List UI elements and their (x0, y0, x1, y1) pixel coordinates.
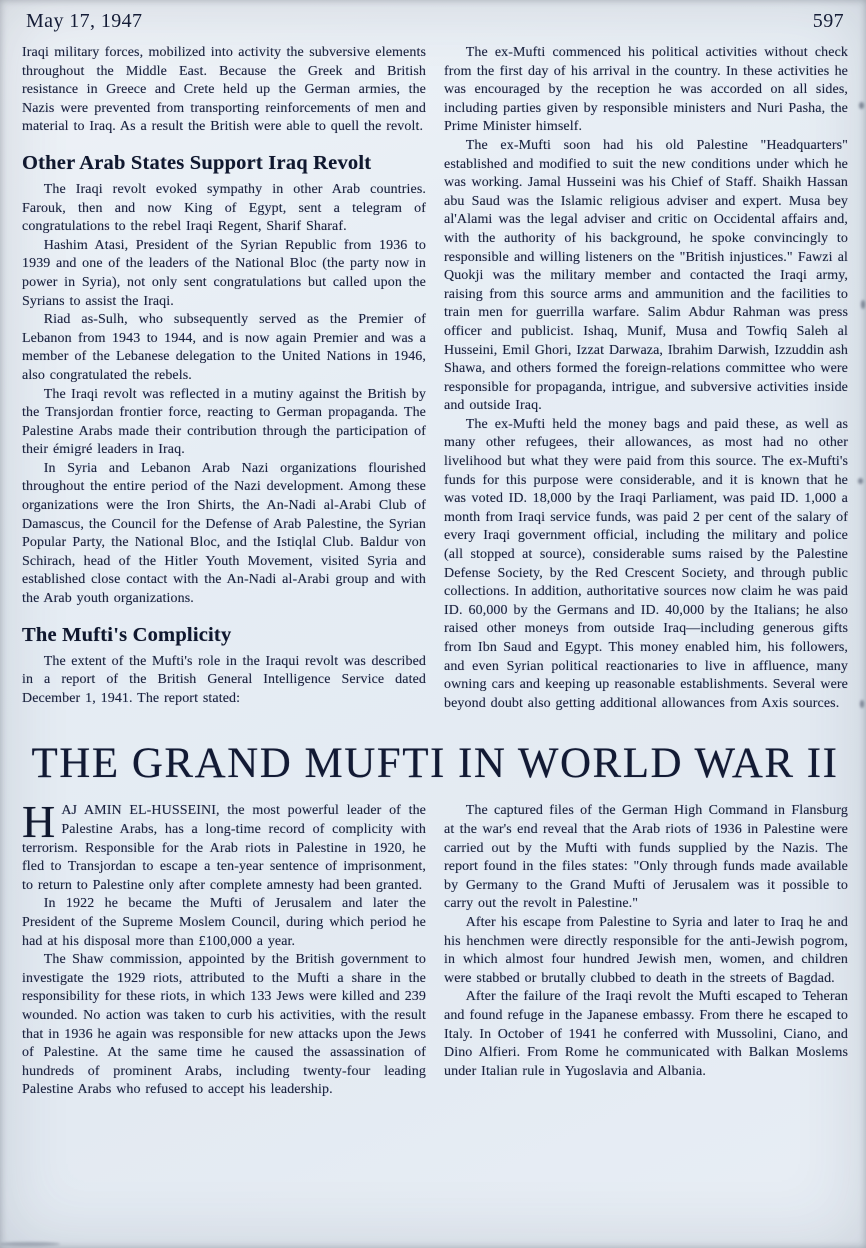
section-heading-arab-states: Other Arab States Support Iraq Revolt (22, 151, 372, 174)
paragraph: The ex-Mufti held the money bags and paid these, as well as many other refugees, their allowances, as most had no other livelihood but what they were paid from this source. The ex-Mufti's funds for this purpose were considerable, and it is known that he was voted ID. 18,000 by the Iraqi Parliament, was paid ID. 1,000 a month from Iraqi service funds, was paid 2 per cent of the salary of every Iraqi government official, including the military and police (all stopped at source), considerable sums raised by the Palestine Defense Society, by the Red Crescent Society, and through public collections. In addition, authoritative sources now claim he was paid ID. 60,000 by the Germans and ID. 40,000 by the Italians; he also raised other moneys from outside Iraq—including generous gifts from Ibn Saud and Egypt. This money enabled him, his followers, and even Syrian political reactionaries to live in affluence, many owning cars and keeping up reasonable establishments. Several were beyond doubt also getting additional allowances from Axis sources. (444, 416, 848, 711)
article2-right-column (444, 802, 848, 1100)
paragraph: The extent of the Mufti's role in the Iraqui revolt was described in a report of the British General Intelligence Service dated December 1, 1941. The report stated: (22, 653, 426, 706)
article-grand-mufti (22, 796, 848, 1100)
scan-artifact (860, 700, 864, 708)
paragraph: Riad as-Sulh, who subsequently served as the Premier of Lebanon from 1943 to 1944, and is now again Premier and was a member of the Lebanese delegation to the United Nations in 1946, also congratulated the rebels. (22, 312, 426, 383)
article-headline: THE GRAND MUFTI IN WORLD WAR II (31, 740, 839, 788)
paragraph: The captured files of the German High Command in Flansburg at the war's end reveal that the Arab riots of 1936 in Palestine were carried out by the Mufti with funds supplied by the Nazis. The report found in the files states: "Only through funds made available by Germany to the Grand Mufti of Jerusalem was it possible to carry out the revolt in Palestine." (444, 803, 848, 912)
paragraph: Iraqi military forces, mobilized into activity the subversive elements throughout the Middle East. Because the Greek and British resistance in Greece and Crete held up the German armies, the Nazis were prevented from transporting reinforcements of men and material to Iraq. As a result the British were able to quell the revolt. (22, 45, 426, 135)
lead-paragraph (22, 796, 426, 895)
paragraph: The Iraqi revolt was reflected in a mutiny against the British by the Transjordan frontier force, reacting to German propaganda. The Palestine Arabs made their contribution through the participation of their émigré leaders in Iraq. (22, 386, 426, 458)
article-iraq-revolt (22, 44, 848, 713)
page-header (22, 8, 848, 33)
scan-artifact (859, 102, 864, 109)
paragraph: After his escape from Palestine to Syria and later to Iraq he and his henchmen were directly responsible for the anti-Jewish pogrom, in which almost four hundred Jewish men, women, and children were stabbed or brutally clubbed to death in the streets of Bagdad. (444, 914, 848, 986)
scan-artifact (0, 1242, 60, 1246)
paragraph: Hashim Atasi, President of the Syrian Republic from 1936 to 1939 and one of the leaders of the National Bloc (the party now in power in Syria), not only sent congratulations but called upon the Syrians to assist the Iraqi. (22, 237, 426, 309)
paragraph: The Iraqi revolt evoked sympathy in other Arab countries. Farouk, then and now King of Egypt, sent a telegram of congratulations to the rebel Iraqi Regent, Sharif Sharaf. (22, 181, 426, 235)
issue-date: May 17, 1947 (26, 10, 143, 32)
article1-left-column (22, 44, 426, 713)
paragraph: The ex-Mufti commenced his political activities without check from the first day of his arrival in the country. In these activities he was encouraged by the reception he was accorded on all sides, including parties given by responsible ministers and Nuri Pasha, the Prime Minister himself. (444, 45, 848, 135)
paragraph: In 1922 he became the Mufti of Jerusalem and later the President of the Supreme Moslem Council, during which period he had at his disposal more than £100,000 a year. (22, 896, 426, 949)
article1-right-column (444, 44, 848, 713)
drop-cap: H (22, 796, 56, 848)
lead-paragraph-text: AJ AMIN EL-HUSSEINI, the most powerful leader of the Palestine Arabs, has a long-time record of complicity with terrorism. Responsible for the Arab riots in Palestine in 1920, he fled to Transjordan to escape a ten-year sentence of imprisonment, to return to Palestine only after complete amnesty had been granted. (22, 803, 426, 893)
page-number: 597 (812, 10, 844, 32)
scan-artifact (858, 478, 863, 484)
paragraph: The ex-Mufti soon had his old Palestine "Headquarters" established and modified to suit the new conditions under which he was working. Jamal Husseini was his Chief of Staff. Shaikh Hassan abu Saud was the Islamic religious adviser and expert. Musa bey al'Alami was the legal adviser and critic on Occidental affairs and, with the authority of his background, he spoke convincingly to responsible and willing listeners on the "British injustices." Fawzi al Quokji was the military member and contacted the Iraqi army, raising from this source arms and ammunition and the facilities to train men for guerrilla warfare. Salim Abdur Rahman was press officer and publicist. Ishaq, Munif, Musa and Towfiq Saleh al Husseini, Emil Ghori, Izzat Darwaza, Ibrahim Darwish, Izzuddin ash Shawa, and others formed the foreign-relations committee who were responsible for propaganda, intrigue, and subversive activities inside and outside Iraq. (444, 137, 848, 414)
article2-left-column (22, 796, 426, 1100)
paragraph: In Syria and Lebanon Arab Nazi organizations flourished throughout the entire period of the Nazi development. Among these organizations were the Iron Shirts, the An-Nadi al-Arabi Club of Damascus, the Council for the Defense of Arab Palestine, the Syrian Popular Party, the National Bloc, and the Istiqlal Club. Baldur von Schirach, head of the Hitler Youth Movement, visited Syria and established close contact with the An-Nadi al-Arabi group and with the Arab youth organizations. (22, 460, 426, 607)
scan-artifact (861, 300, 865, 309)
paragraph: The Shaw commission, appointed by the British government to investigate the 1929 riots, attributed to the Mufti a share in the responsibility for these riots, in which 133 Jews were killed and 239 wounded. No action was taken to curb his activities, with the result that in 1936 he again was responsible for new attacks upon the Jews of Palestine. At the same time he caused the assassination of hundreds of prominent Arabs, including twenty-four leading Palestine Arabs who refused to accept his leadership. (22, 952, 426, 1098)
paragraph: After the failure of the Iraqi revolt the Mufti escaped to Teheran and found refuge in the Japanese embassy. From there he escaped to Italy. In October of 1941 he conferred with Mussolini, Ciano, and Dino Alfieri. From Rome he communicated with Balkan Moslems under Italian rule in Yugoslavia and Albania. (444, 989, 848, 1079)
section-heading-mufti-complicity: The Mufti's Complicity (22, 623, 232, 646)
